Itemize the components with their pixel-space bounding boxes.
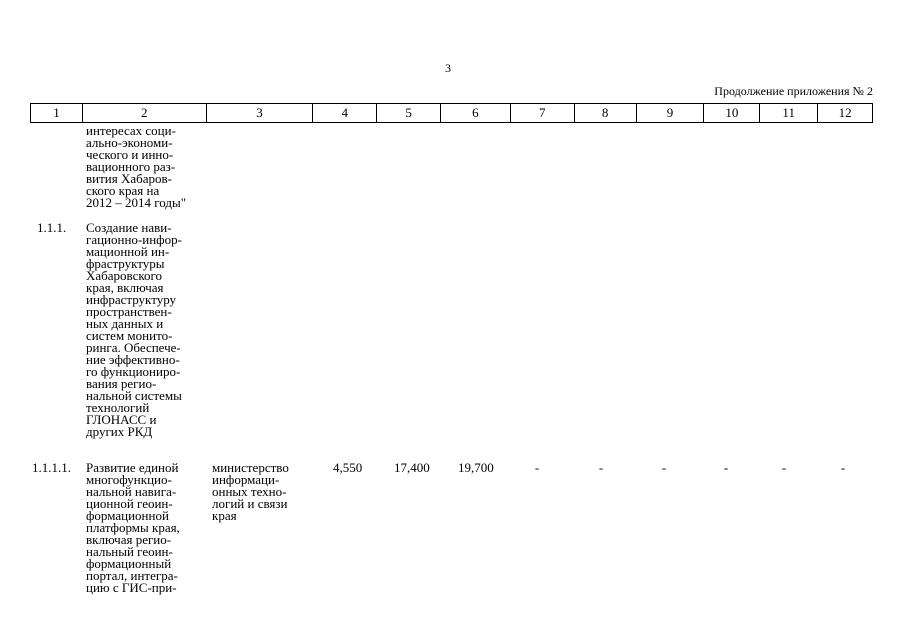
row-2-name: Развитие единой многофункцио- нальной навига- ционной геоин- формационной платформы края, включая регио- нальный геоин- формационный портал, интегра- цию с ГИС-при- bbox=[86, 460, 180, 595]
header-col-8: 8 bbox=[574, 104, 636, 122]
header-col-11: 11 bbox=[759, 104, 817, 122]
row-2-col-6: 19,700 bbox=[458, 460, 494, 475]
row-2-col-7: - bbox=[534, 460, 540, 475]
header-col-7: 7 bbox=[510, 104, 574, 122]
row-2-col-5: 17,400 bbox=[394, 460, 430, 475]
header-col-3: 3 bbox=[206, 104, 313, 122]
header-col-10: 10 bbox=[703, 104, 759, 122]
row-2-col-11: - bbox=[781, 460, 787, 475]
row-1-code: 1.1.1. bbox=[37, 220, 67, 235]
row-2-col-4: 4,550 bbox=[333, 460, 363, 475]
row-2-executor: министерство информаци- онных техно- логий и связи края bbox=[212, 460, 289, 523]
row-1-name: Создание нави- гационно-инфор- мационной ин- фраструктуры Хабаровского края, включая инфраструктуру пространствен- ных данных и систем монито- ринга. Обеспече- ние эффективно- го функциониро- вания регио- нальной системы технологий ГЛОНАСС и других РКД bbox=[86, 220, 182, 439]
header-col-1: 1 bbox=[53, 105, 60, 120]
row-2-col-12: - bbox=[840, 460, 846, 475]
header-col-12: 12 bbox=[817, 104, 872, 122]
table-header bbox=[30, 103, 873, 123]
header-col-6: 6 bbox=[440, 104, 510, 122]
row-2-col-8: - bbox=[598, 460, 604, 475]
header-col-9: 9 bbox=[636, 104, 704, 122]
row-2-col-10: - bbox=[723, 460, 729, 475]
row-0-name: интересах соци- ально-экономи- ческого и инно- вационного раз- вития Хабаров- ского края на 2012 – 2014 годы" bbox=[86, 123, 187, 210]
page-number: 3 bbox=[445, 61, 451, 75]
header-col-5: 5 bbox=[376, 104, 440, 122]
row-2-col-9: - bbox=[661, 460, 667, 475]
header-col-4: 4 bbox=[312, 104, 376, 122]
row-2-code: 1.1.1.1. bbox=[32, 460, 71, 475]
continuation-caption: Продолжение приложения № 2 bbox=[714, 84, 873, 98]
header-col-2: 2 bbox=[82, 104, 206, 122]
